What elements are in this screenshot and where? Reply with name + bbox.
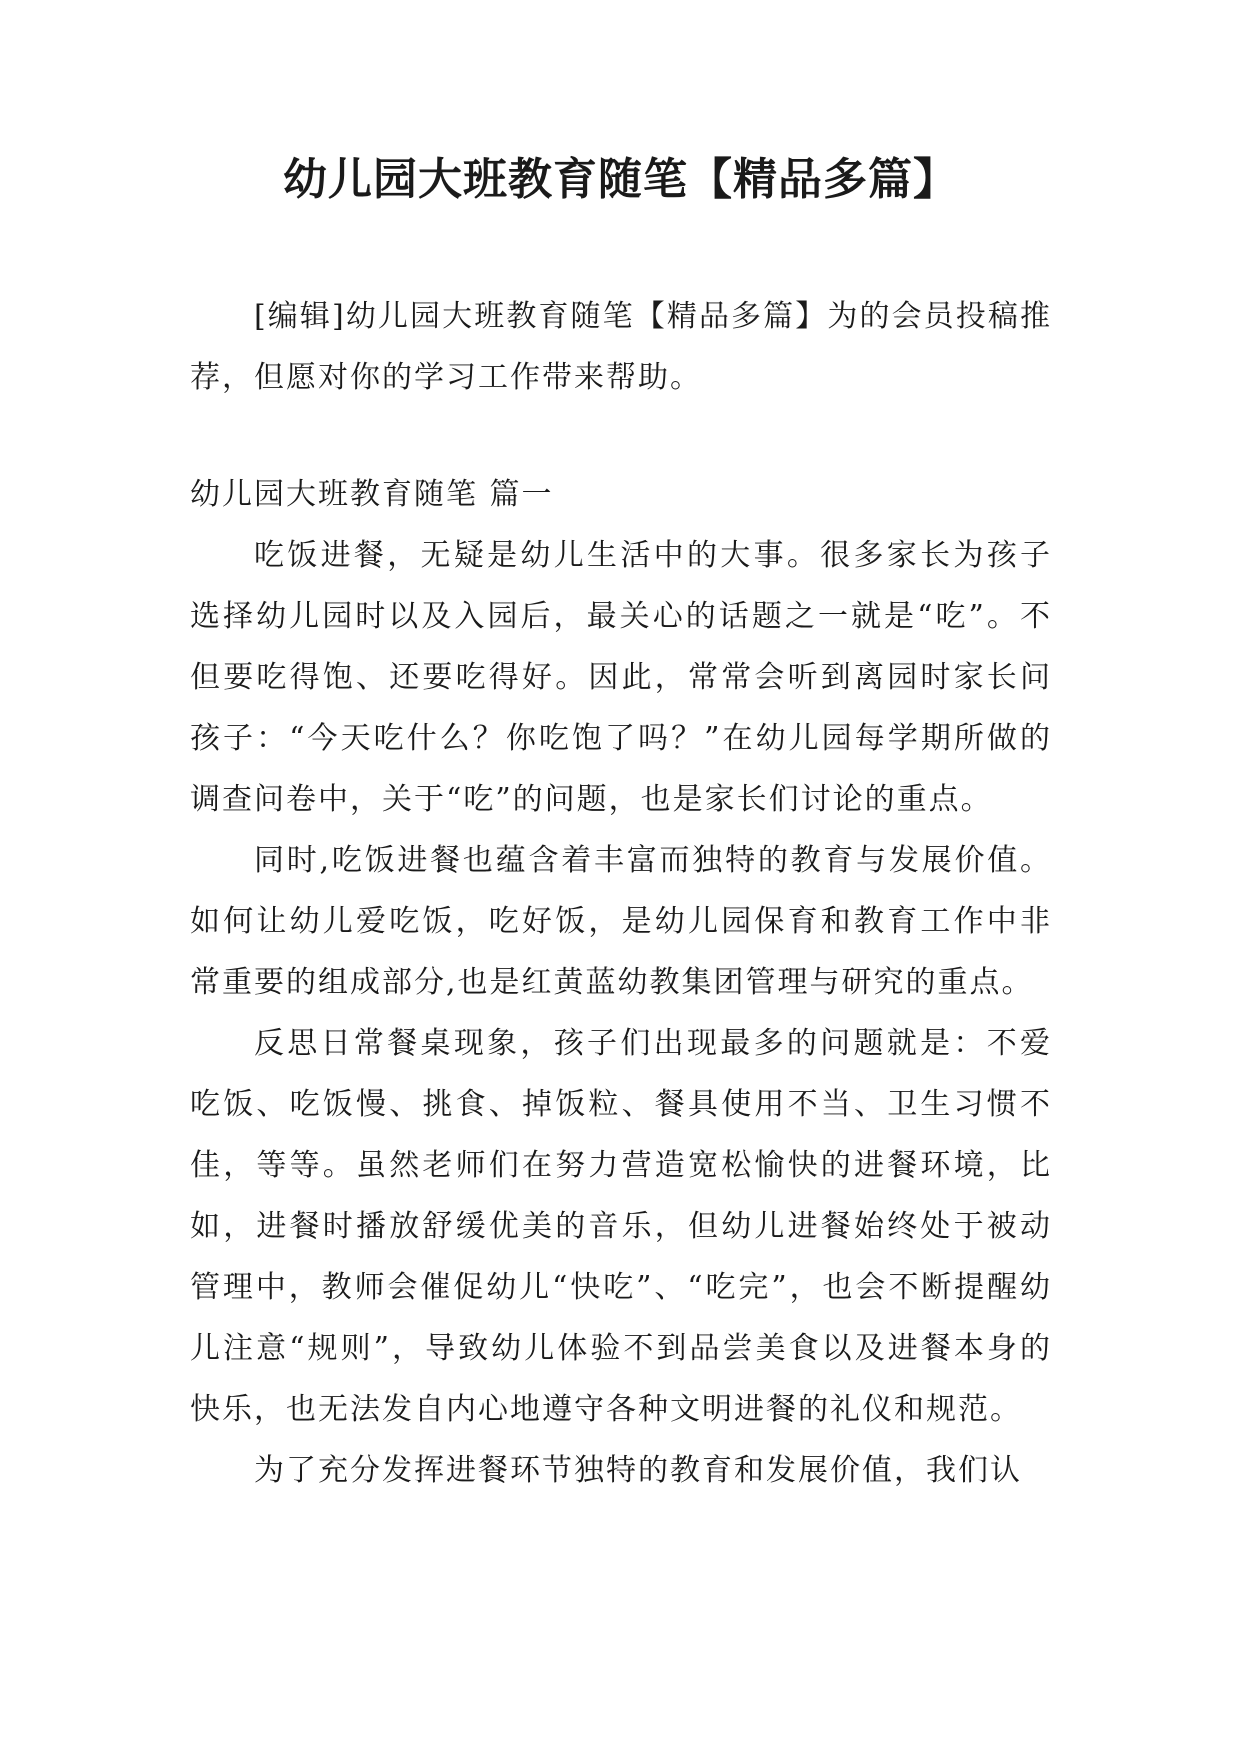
section-heading: 幼儿园大班教育随笔 篇一 — [190, 477, 554, 512]
intro-paragraph: [编辑]幼儿园大班教育随笔【精品多篇】为的会员投稿推荐，但愿对你的学习工作带来帮助。 — [190, 299, 1052, 395]
body-paragraph: 同时,吃饭进餐也蕴含着丰富而独特的教育与发展价值。如何让幼儿爱吃饭，吃好饭，是幼儿园保育和教育工作中非常重要的组成部分,也是红黄蓝幼教集团管理与研究的重点。 — [190, 843, 1052, 1000]
body-paragraph: 反思日常餐桌现象，孩子们出现最多的问题就是：不爱吃饭、吃饭慢、挑食、掉饭粒、餐具使用不当、卫生习惯不佳，等等。虽然老师们在努力营造宽松愉快的进餐环境，比如，进餐时播放舒缓优美的音乐，但幼儿进餐始终处于被动管理中，教师会催促幼儿“快吃”、“吃完”，也会不断提醒幼儿注意“规则”，导致幼儿体验不到品尝美食以及进餐本身的快乐，也无法发自内心地遵守各种文明进餐的礼仪和规范。 — [190, 1026, 1052, 1427]
document-title: 幼儿园大班教育随笔【精品多篇】 — [283, 154, 958, 205]
body-paragraph: 吃饭进餐，无疑是幼儿生活中的大事。很多家长为孩子选择幼儿园时以及入园后，最关心的话题之一就是“吃”。不但要吃得饱、还要吃得好。因此，常常会听到离园时家长问孩子：“今天吃什么？你吃饱了吗？”在幼儿园每学期所做的调查问卷中，关于“吃”的问题，也是家长们讨论的重点。 — [190, 538, 1052, 817]
document-body — [190, 286, 1052, 1501]
body-paragraph: 为了充分发挥进餐环节独特的教育和发展价值，我们认 — [254, 1453, 1022, 1488]
